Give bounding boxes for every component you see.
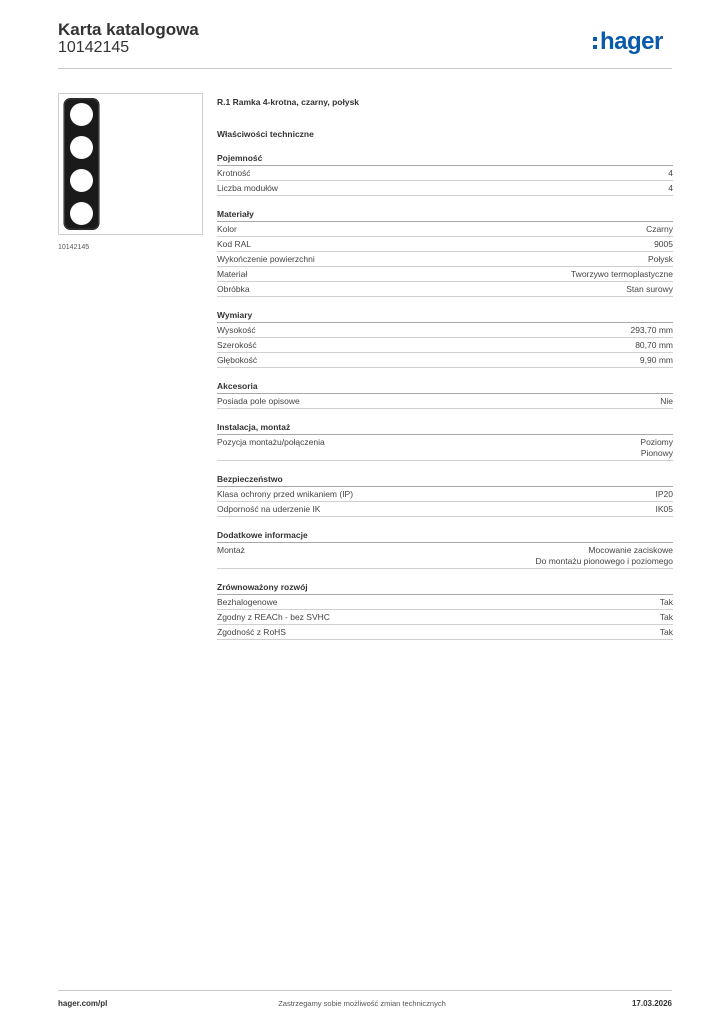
property-value-line: Poziomy: [640, 437, 673, 447]
property-value: [656, 489, 674, 500]
hager-logo: [593, 28, 673, 58]
footer-notice: Zastrzegamy sobie możliwość zmian technicznych: [278, 999, 446, 1008]
property-value: [660, 597, 673, 608]
property-group: [217, 421, 673, 461]
property-row: [217, 237, 673, 252]
property-row: [217, 166, 673, 181]
property-value-line: Stan surowy: [626, 284, 673, 294]
property-value-line: Do montażu pionowego i poziomego: [535, 556, 673, 566]
property-row: [217, 338, 673, 353]
property-value-line: Połysk: [647, 254, 673, 264]
property-value-line: 80,70 mm: [635, 340, 673, 350]
product-details: [217, 96, 673, 640]
group-title: Zrównoważony rozwój: [217, 581, 673, 595]
property-label: Liczba modułów: [217, 183, 278, 193]
property-label: Posiada pole opisowe: [217, 396, 300, 406]
property-row: [217, 222, 673, 237]
property-value: [660, 612, 673, 623]
property-label: Obróbka: [217, 284, 250, 294]
property-value-line: 9,90 mm: [639, 355, 673, 365]
property-row: [217, 252, 673, 267]
property-value-line: Tak: [659, 612, 673, 622]
property-value-line: IK05: [655, 504, 673, 514]
property-value-line: Nie: [660, 396, 673, 406]
property-value: [668, 168, 673, 179]
property-label: Materiał: [217, 269, 248, 279]
property-label: Wykończenie powierzchni: [217, 254, 315, 264]
property-label: Kod RAL: [217, 239, 252, 249]
property-label: Klasa ochrony przed wnikaniem (IP): [217, 489, 354, 499]
footer-website: hager.com/pl: [58, 999, 108, 1008]
four-gang-frame-icon: [59, 94, 202, 234]
property-value: [635, 340, 673, 351]
property-group: [217, 380, 673, 409]
property-label: Kolor: [217, 224, 237, 234]
property-value: [626, 284, 673, 295]
property-label: Szerokość: [217, 340, 257, 350]
property-value-line: Mocowanie zaciskowe: [588, 545, 673, 555]
property-label: Pozycja montażu/połączenia: [217, 437, 325, 447]
property-value: [656, 504, 674, 515]
property-label: Bezhalogenowe: [217, 597, 278, 607]
product-name: R.1 Ramka 4-krotna, czarny, połysk: [217, 97, 360, 107]
property-label: Montaż: [217, 545, 245, 555]
property-value-line: 293,70 mm: [630, 325, 673, 335]
property-value-line: 9005: [654, 239, 673, 249]
property-value: [535, 545, 673, 567]
product-image: [58, 93, 203, 235]
group-title: Dodatkowe informacje: [217, 529, 673, 543]
logo-dot-icon: [593, 37, 597, 41]
property-row: [217, 502, 673, 517]
property-value-line: Tak: [659, 627, 673, 637]
product-code: 10142145: [58, 39, 130, 56]
logo-text: hager: [600, 28, 663, 55]
image-caption: 10142145: [58, 244, 90, 251]
group-title: Wymiary: [217, 309, 673, 323]
property-row: [217, 543, 673, 569]
property-row: [217, 625, 673, 640]
property-value: [648, 254, 673, 265]
property-value-line: IP20: [655, 489, 673, 499]
property-value: [668, 183, 673, 194]
property-value: [646, 224, 673, 235]
property-row: [217, 487, 673, 502]
property-value: [640, 355, 673, 366]
property-value: [654, 239, 673, 250]
group-title: Pojemność: [217, 152, 673, 166]
property-value: [571, 269, 673, 280]
property-row: [217, 267, 673, 282]
property-value-line: Pionowy: [640, 448, 673, 458]
property-value: [660, 396, 673, 407]
property-row: [217, 394, 673, 409]
property-label: Odporność na uderzenie IK: [217, 504, 321, 514]
property-value: [630, 325, 673, 336]
property-group: [217, 581, 673, 640]
property-row: [217, 323, 673, 338]
page-title: Karta katalogowa: [58, 20, 199, 39]
logo-dot-icon: [593, 45, 597, 49]
property-row: [217, 435, 673, 461]
property-label: Zgodność z RoHS: [217, 627, 286, 637]
property-label: Głębokość: [217, 355, 258, 365]
property-value-line: Czarny: [646, 224, 673, 234]
property-row: [217, 282, 673, 297]
section-heading: Właściwości techniczne: [217, 129, 314, 139]
property-value: [640, 437, 673, 459]
property-group: [217, 152, 673, 196]
property-value-line: 4: [668, 183, 673, 193]
group-title: Bezpieczeństwo: [217, 473, 673, 487]
header-divider: [58, 68, 672, 69]
group-title: Instalacja, montaż: [217, 421, 673, 435]
property-value-line: 4: [668, 168, 673, 178]
footer-date: 17.03.2026: [631, 999, 672, 1008]
property-group: [217, 473, 673, 517]
property-value: [660, 627, 673, 638]
property-group: [217, 529, 673, 569]
property-groups: [217, 152, 673, 640]
property-label: Wysokość: [217, 325, 256, 335]
property-row: [217, 610, 673, 625]
footer-divider: [58, 990, 672, 991]
property-row: [217, 595, 673, 610]
property-row: [217, 181, 673, 196]
property-row: [217, 353, 673, 368]
group-title: Akcesoria: [217, 380, 673, 394]
property-group: [217, 208, 673, 297]
property-group: [217, 309, 673, 368]
property-value-line: Tak: [659, 597, 673, 607]
property-label: Zgodny z REACh - bez SVHC: [217, 612, 330, 622]
property-label: Krotność: [217, 168, 251, 178]
group-title: Materiały: [217, 208, 673, 222]
property-value-line: Tworzywo termoplastyczne: [570, 269, 673, 279]
